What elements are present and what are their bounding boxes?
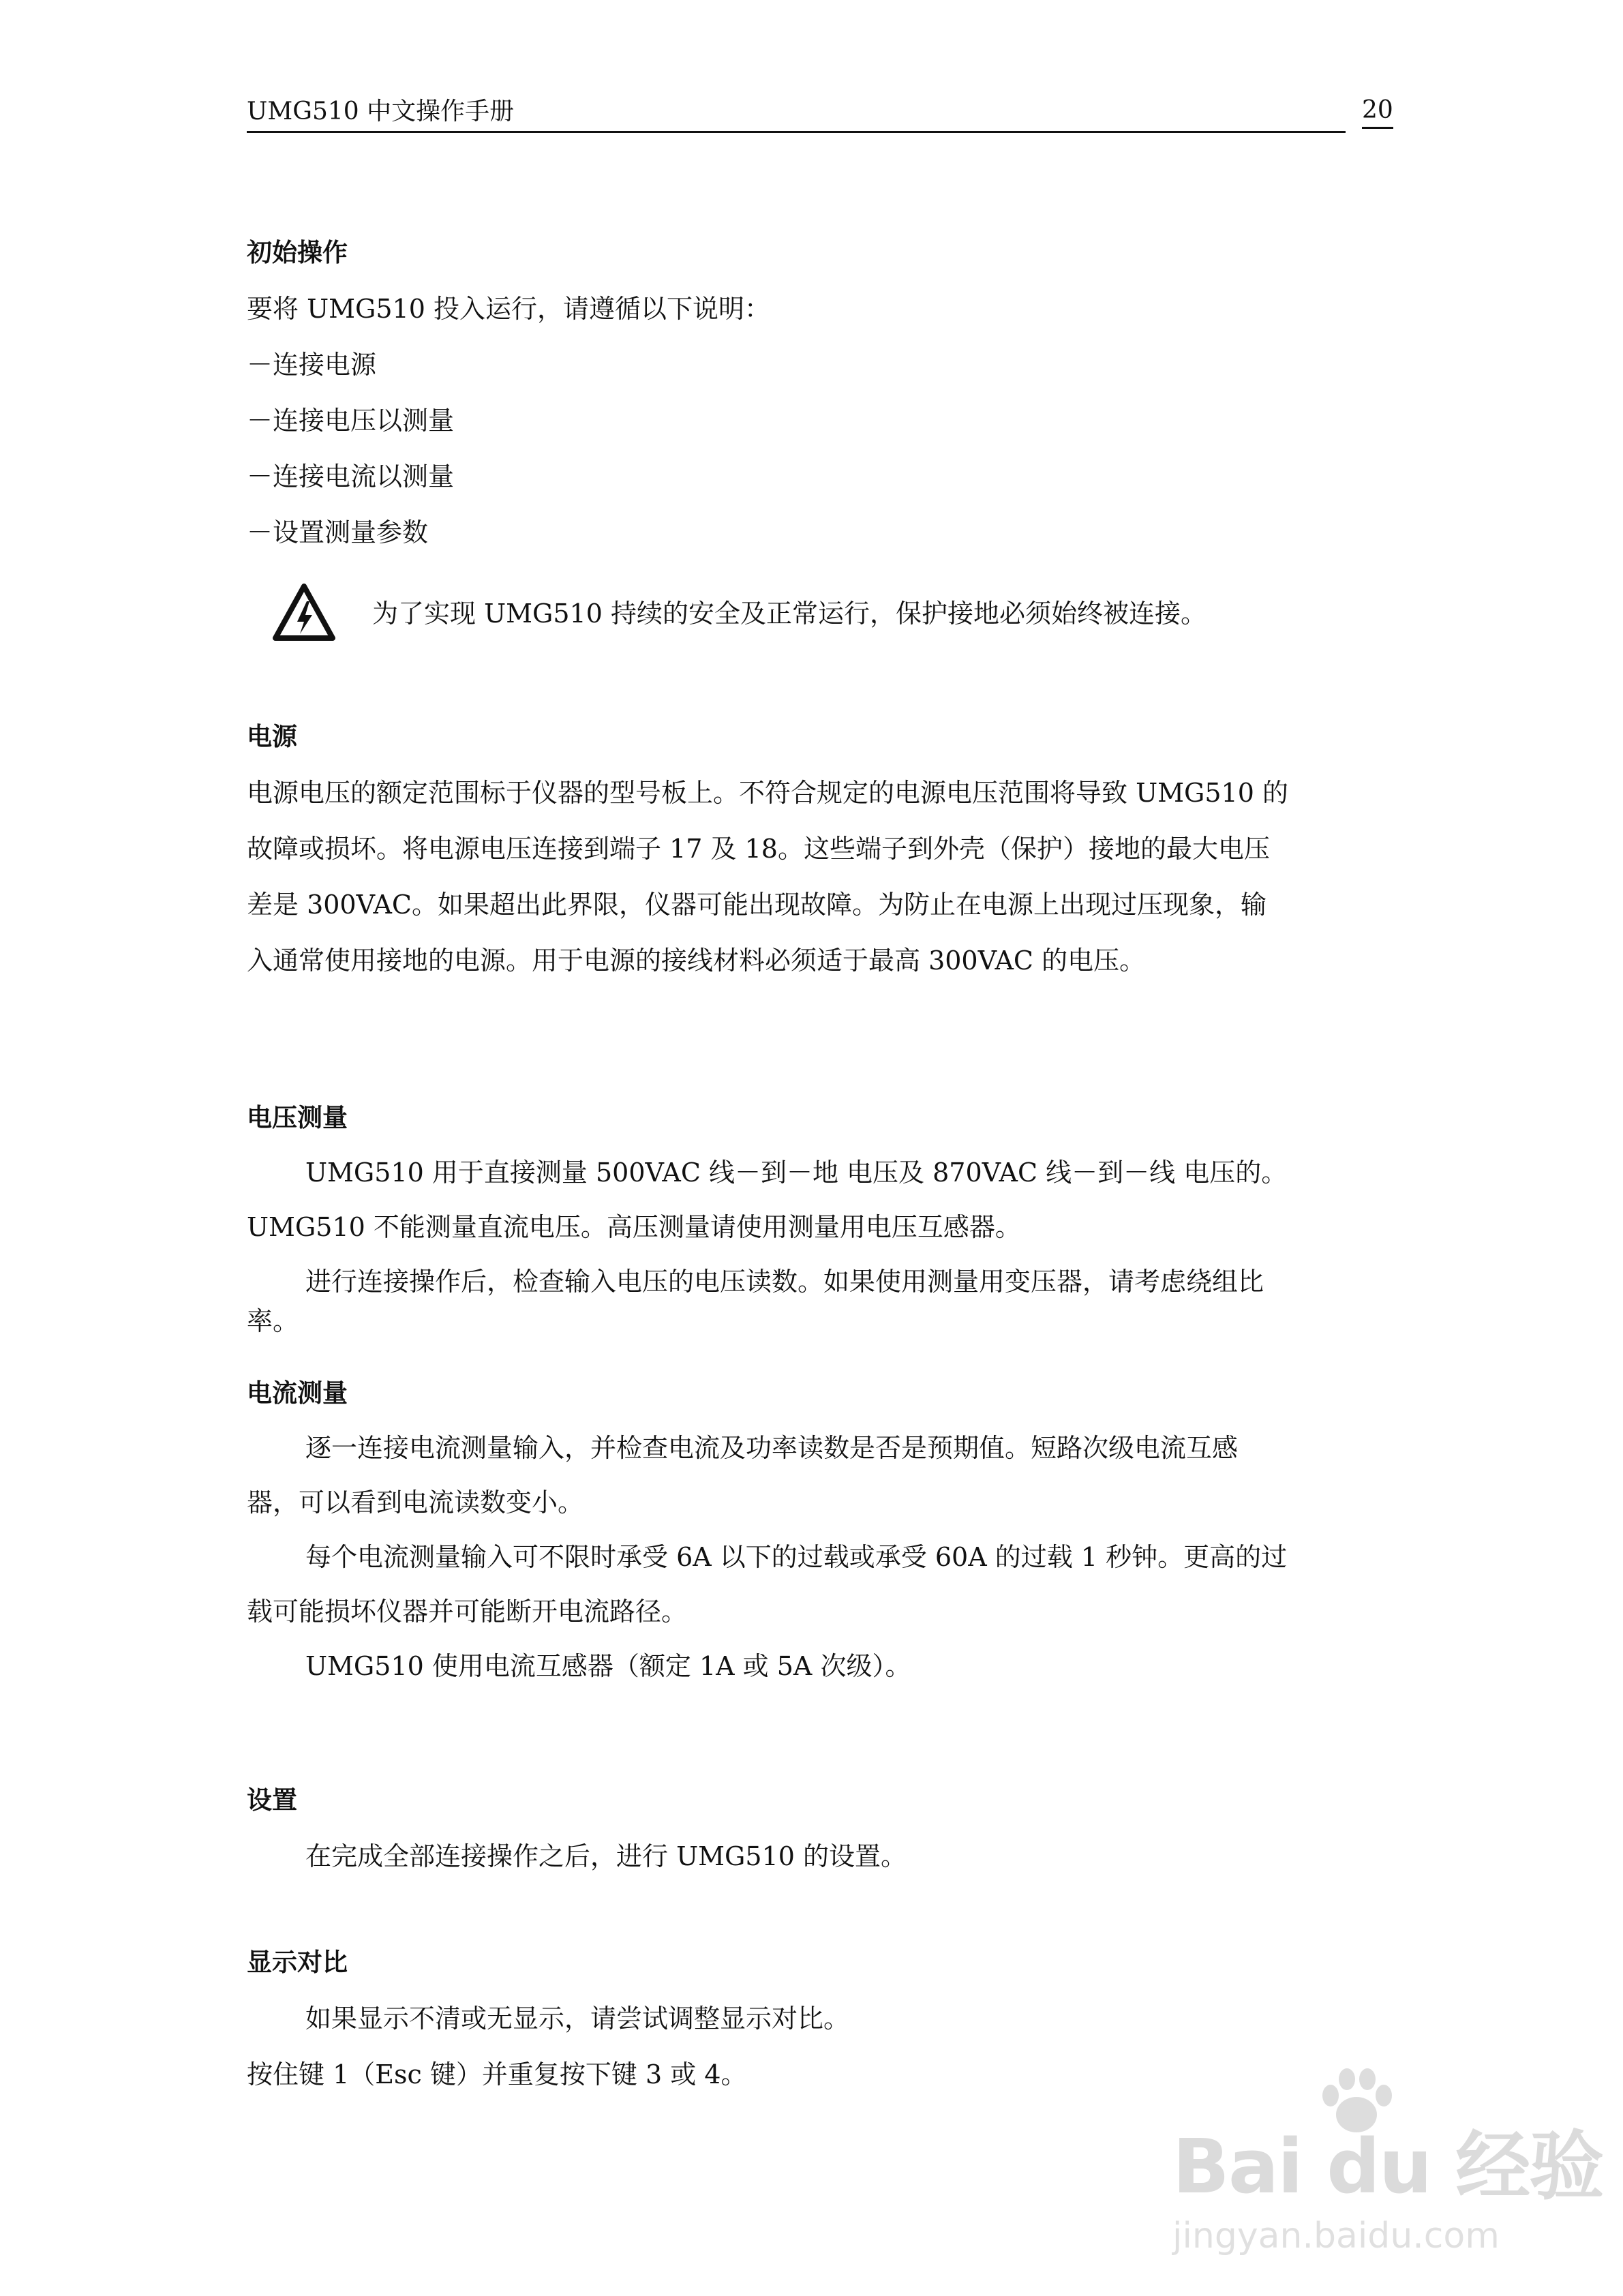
- list-item: －连接电压以测量: [247, 406, 455, 436]
- paragraph-line: UMG510 用于直接测量 500VAC 线－到－地 电压及 870VAC 线－到－线 电压的。: [305, 1158, 1288, 1188]
- page-number: 20: [1362, 95, 1393, 129]
- section-heading: 显示对比: [247, 1948, 348, 1977]
- paragraph-line: UMG510 使用电流互感器（额定 1A 或 5A 次级）。: [305, 1651, 911, 1681]
- paragraph: 在完成全部连接操作之后，进行 UMG510 的设置。: [305, 1841, 907, 1871]
- paragraph: 如果显示不清或无显示，请尝试调整显示对比。: [305, 2004, 850, 2034]
- section-current-measurement: [247, 1366, 1392, 1693]
- section-heading: 电源: [247, 722, 297, 751]
- paragraph: 按住键 1（Esc 键）并重复按下键 3 或 4。: [247, 2059, 747, 2089]
- section-heading: 电流测量: [247, 1378, 348, 1408]
- watermark-logo-text: Bai du 经验: [1172, 2123, 1603, 2210]
- list-item: －连接电流以测量: [247, 462, 455, 492]
- section-heading: 初始操作: [247, 238, 348, 267]
- paragraph: 要将 UMG510 投入运行，请遵循以下说明：: [247, 294, 770, 324]
- paragraph-line: 电源电压的额定范围标于仪器的型号板上。不符合规定的电源电压范围将导致 UMG510 的: [247, 778, 1288, 808]
- page-header: [247, 95, 1337, 132]
- section-heading: 设置: [247, 1785, 297, 1815]
- warning-text: 为了实现 UMG510 持续的安全及正常运行，保护接地必须始终被连接。: [372, 599, 1207, 629]
- paragraph-line: 每个电流测量输入可不限时承受 6A 以下的过载或承受 60A 的过载 1 秒钟。更高的过: [305, 1542, 1288, 1572]
- header-rule: [247, 131, 1346, 133]
- list-item: －设置测量参数: [247, 517, 429, 547]
- warning-notice: [271, 579, 1207, 648]
- section-heading: 电压测量: [247, 1103, 348, 1132]
- paragraph-line: 器，可以看到电流读数变小。: [247, 1487, 584, 1517]
- paragraph-line: 载可能损坏仪器并可能断开电流路径。: [247, 1597, 688, 1627]
- paragraph-line: 进行连接操作后，检查输入电压的电压读数。如果使用测量用变压器，请考虑绕组比: [305, 1267, 1264, 1297]
- section-voltage-measurement: [247, 1091, 1392, 1348]
- paragraph-line: 逐一连接电流测量输入，并检查电流及功率读数是否是预期值。短路次级电流互感: [305, 1433, 1239, 1463]
- section-initial-operation: [247, 225, 1392, 560]
- paragraph-line: UMG510 不能测量直流电压。高压测量请使用测量用电压互感器。: [247, 1212, 1021, 1242]
- paragraph-line: 差是 300VAC。如果超出此界限，仪器可能出现故障。为防止在电源上出现过压现象，输: [247, 890, 1266, 920]
- list-item: －连接电源: [247, 350, 377, 380]
- section-power-supply: [247, 709, 1392, 988]
- section-settings: [247, 1772, 1392, 1884]
- watermark-url: jingyan.baidu.com: [1172, 2216, 1500, 2256]
- high-voltage-warning-icon: [271, 581, 337, 646]
- paragraph-line: 入通常使用接地的电源。用于电源的接线材料必须适于最高 300VAC 的电压。: [247, 946, 1146, 976]
- paragraph-line: 故障或损坏。将电源电压连接到端子 17 及 18。这些端子到外壳（保护）接地的最大电压: [247, 834, 1270, 864]
- baidu-jingyan-watermark: [1145, 2066, 1603, 2284]
- paragraph-line: 率。: [247, 1306, 299, 1336]
- document-title: UMG510 中文操作手册: [247, 97, 515, 125]
